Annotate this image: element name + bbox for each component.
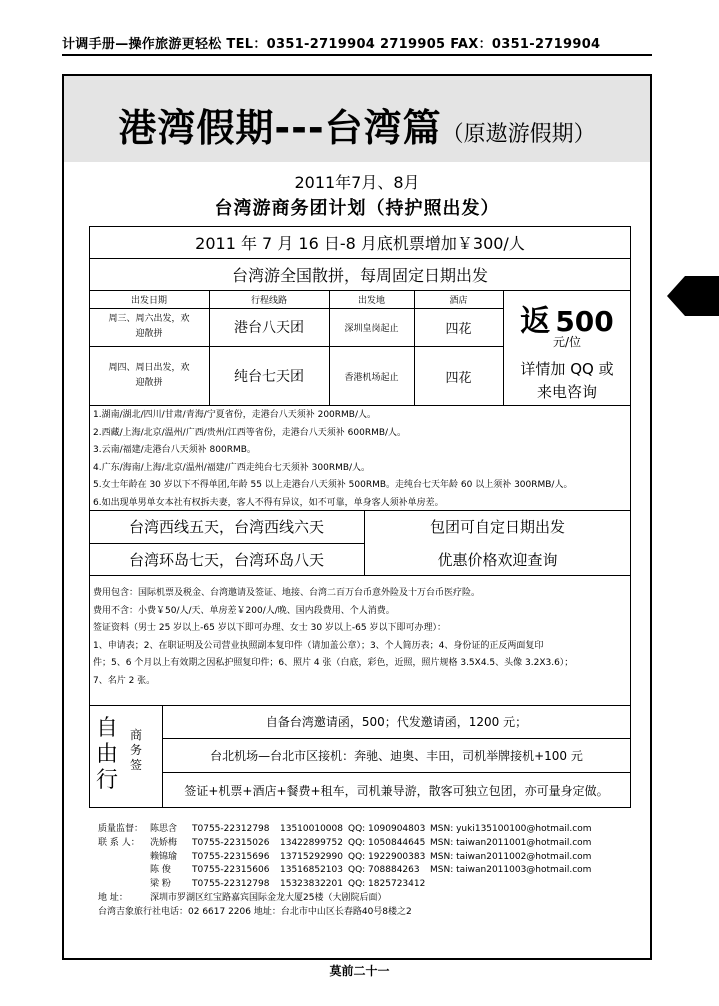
plan-line: 台湾游商务团计划（持护照出发） xyxy=(214,198,500,219)
row1-origin: 深圳皇岗起止 xyxy=(344,323,399,334)
row2-days: 周四、周日出发，欢迎散拼 xyxy=(108,363,190,388)
custom-date: 包团可自定日期出发 xyxy=(429,518,565,536)
fee-line: 签证资料（男士 25 岁以上-65 岁以下即可办理、女士 30 岁以上-65 岁以下即可办理）： xyxy=(93,623,446,633)
notes-list xyxy=(93,407,629,512)
contact-name: 赖锦瑜 xyxy=(150,851,178,862)
address-row xyxy=(98,892,638,906)
fee-line: 件；5、6 个月以上有效期之因私护照复印件；6、照片 4 张（白底，彩色，近照，照片规格 3.5X4.5、头像 3.2X3.6）； xyxy=(93,658,574,668)
header-origin: 出发地 xyxy=(357,295,385,306)
free-travel-item-package: 签证+机票+酒店+餐费+租车，司机兼导游，散客可独立包团，亦可量身定做。 xyxy=(184,783,609,798)
contact-msn: MSN: taiwan2011001@hotmail.com xyxy=(430,837,592,848)
page-footer: 莫前二十一 xyxy=(329,964,390,978)
note-item: 2.西藏/上海/北京/温州/广西/贵州/江西等省份，走港台八天须补 600RMB/人。 xyxy=(93,427,407,438)
contact-tel: T0755-22312798 xyxy=(192,824,270,834)
contact-name: 陈 俊 xyxy=(150,865,171,876)
business-visa-label: 商务签 xyxy=(130,728,143,772)
route-west: 台湾西线五天，台湾西线六天 xyxy=(128,518,324,536)
row1-route: 港台八天团 xyxy=(234,320,304,336)
contact-qq: QQ: 1825723412 xyxy=(348,879,426,890)
rebate-amount: 500 xyxy=(555,305,614,338)
row2-hotel: 四花 xyxy=(445,370,472,386)
rebate-unit: 元/位 xyxy=(552,335,582,349)
row1-hotel: 四花 xyxy=(445,321,472,337)
contact-qq: QQ: 1050844645 xyxy=(348,837,426,848)
contact-msn: MSN: yuki135100100@hotmail.com xyxy=(430,824,592,834)
weekly-text: 台湾游全国散拼，每周固定日期出发 xyxy=(231,266,488,285)
contacts-list xyxy=(98,823,638,920)
note-item: 5.女士年龄在 30 岁以下不得单团,年龄 55 以上走港台八天须补 500RMB。走纯台七天年龄 60 以上须补 300RMB/人。 xyxy=(93,480,573,490)
header-rule xyxy=(62,54,652,56)
taiwan-contact: 台湾吉象旅行社电话：02 6617 2206 地址：台北市中山区长春路40号8楼之2 xyxy=(98,906,412,917)
contact-name: 冼娇梅 xyxy=(150,837,178,848)
header-hotel: 酒店 xyxy=(449,295,468,306)
fee-line: 费用包含：国际机票及税金、台湾邀请及签证、地接、台湾二百万台币意外险及十万台币医疗险。 xyxy=(93,588,481,598)
contact-name: 陈思含 xyxy=(150,824,178,834)
contact-row xyxy=(98,878,638,892)
fees-list xyxy=(93,585,629,690)
arrow-left-icon xyxy=(667,276,719,316)
contact-role: 质量监督： xyxy=(98,824,144,834)
address-label: 地 址： xyxy=(98,892,128,903)
contact-qq: QQ: 1922900383 xyxy=(348,851,426,862)
header-date: 出发日期 xyxy=(130,295,167,306)
contact-role xyxy=(98,878,150,892)
title-main: 港湾假期---台湾篇 xyxy=(118,106,442,150)
contact-row xyxy=(98,837,638,851)
contact-role xyxy=(98,851,150,865)
contact-mobile: 13422899752 xyxy=(280,837,343,848)
contact-role: 联 系 人： xyxy=(98,837,140,848)
contact-mobile: 13715292990 xyxy=(280,851,343,862)
contact-qq: QQ: 1090904803 xyxy=(348,824,426,834)
price-inquiry: 优惠价格欢迎查询 xyxy=(437,551,558,569)
header-banner: 计调手册—操作旅游更轻松 TEL：0351-2719904 2719905 FAX：0351-2719904 xyxy=(62,37,601,52)
side-tab-arrow xyxy=(667,276,719,316)
header-route: 行程线路 xyxy=(250,295,287,306)
contact-name: 梁 粉 xyxy=(150,879,171,890)
note-item: 1.湖南/湖北/四川/甘肃/青海/宁夏省份，走港台八天须补 200RMB/人。 xyxy=(93,410,377,420)
free-travel-label: 自由行 xyxy=(96,716,119,793)
page-title xyxy=(64,104,650,159)
date-line: 2011年7月、8月 xyxy=(294,173,420,192)
contact-tel: T0755-22315026 xyxy=(192,837,270,848)
contact-mobile: 15323832201 xyxy=(280,879,343,890)
rebate-prefix: 返 xyxy=(520,304,551,339)
contact-mobile: 13510010008 xyxy=(280,824,343,834)
contact-msn: MSN: taiwan2011003@hotmail.com xyxy=(430,865,592,876)
row2-route: 纯台七天团 xyxy=(234,369,304,385)
contact-row xyxy=(98,823,638,837)
address-value: 深圳市罗湖区红宝路嘉宾国际金龙大厦25楼（大剧院后面） xyxy=(150,892,387,903)
free-travel-item-pickup: 台北机场—台北市区接机：奔驰、迪奥、丰田，司机举牌接机+100 元 xyxy=(210,748,583,763)
route-island: 台湾环岛七天，台湾环岛八天 xyxy=(128,551,324,569)
contact-tel: T0755-22312798 xyxy=(192,879,270,890)
contact-msn: MSN: taiwan2011002@hotmail.com xyxy=(430,851,592,862)
note-item: 4.广东/海南/上海/北京/温州/福建/广西走纯台七天须补 300RMB/人。 xyxy=(93,462,371,473)
fee-line: 费用不含：小费￥50/人/天、单房差￥200/人/晚、国内段费用、个人消费。 xyxy=(93,605,395,616)
note-item: 3.云南/福建/走港台八天须补 800RMB。 xyxy=(93,445,256,455)
surcharge-text: 2011 年 7 月 16 日-8 月底机票增加￥300/人 xyxy=(195,234,525,253)
contact-qq: QQ: 708884263 xyxy=(348,865,420,876)
contact-role xyxy=(98,864,150,878)
row1-days: 周三、周六出发，欢迎散拼 xyxy=(108,314,190,339)
contact-tel: T0755-22315696 xyxy=(192,851,270,862)
fee-line: 7、名片 2 张。 xyxy=(93,675,156,686)
free-travel-item-invite: 自备台湾邀请函，500；代发邀请函，1200 元； xyxy=(265,715,528,729)
row2-origin: 香港机场起止 xyxy=(344,372,399,383)
note-item: 6.如出现单男单女本社有权拆夫妻，客人不得有异议，如不可靠，单身客人须补单房差。 xyxy=(93,497,444,508)
contact-tel: T0755-22315606 xyxy=(192,865,270,876)
title-sub: （原遨游假期） xyxy=(441,122,596,147)
promo-contact-line2: 来电咨询 xyxy=(536,383,597,401)
promo-contact-line1: 详情加 QQ 或 xyxy=(520,360,614,378)
contact-row xyxy=(98,851,638,865)
contact-row xyxy=(98,864,638,878)
contact-mobile: 13516852103 xyxy=(280,865,343,876)
fee-line: 1、申请表；2、在职证明及公司营业执照副本复印件（请加盖公章）；3、个人简历表；4、身份证的正反两面复印 xyxy=(93,640,544,651)
